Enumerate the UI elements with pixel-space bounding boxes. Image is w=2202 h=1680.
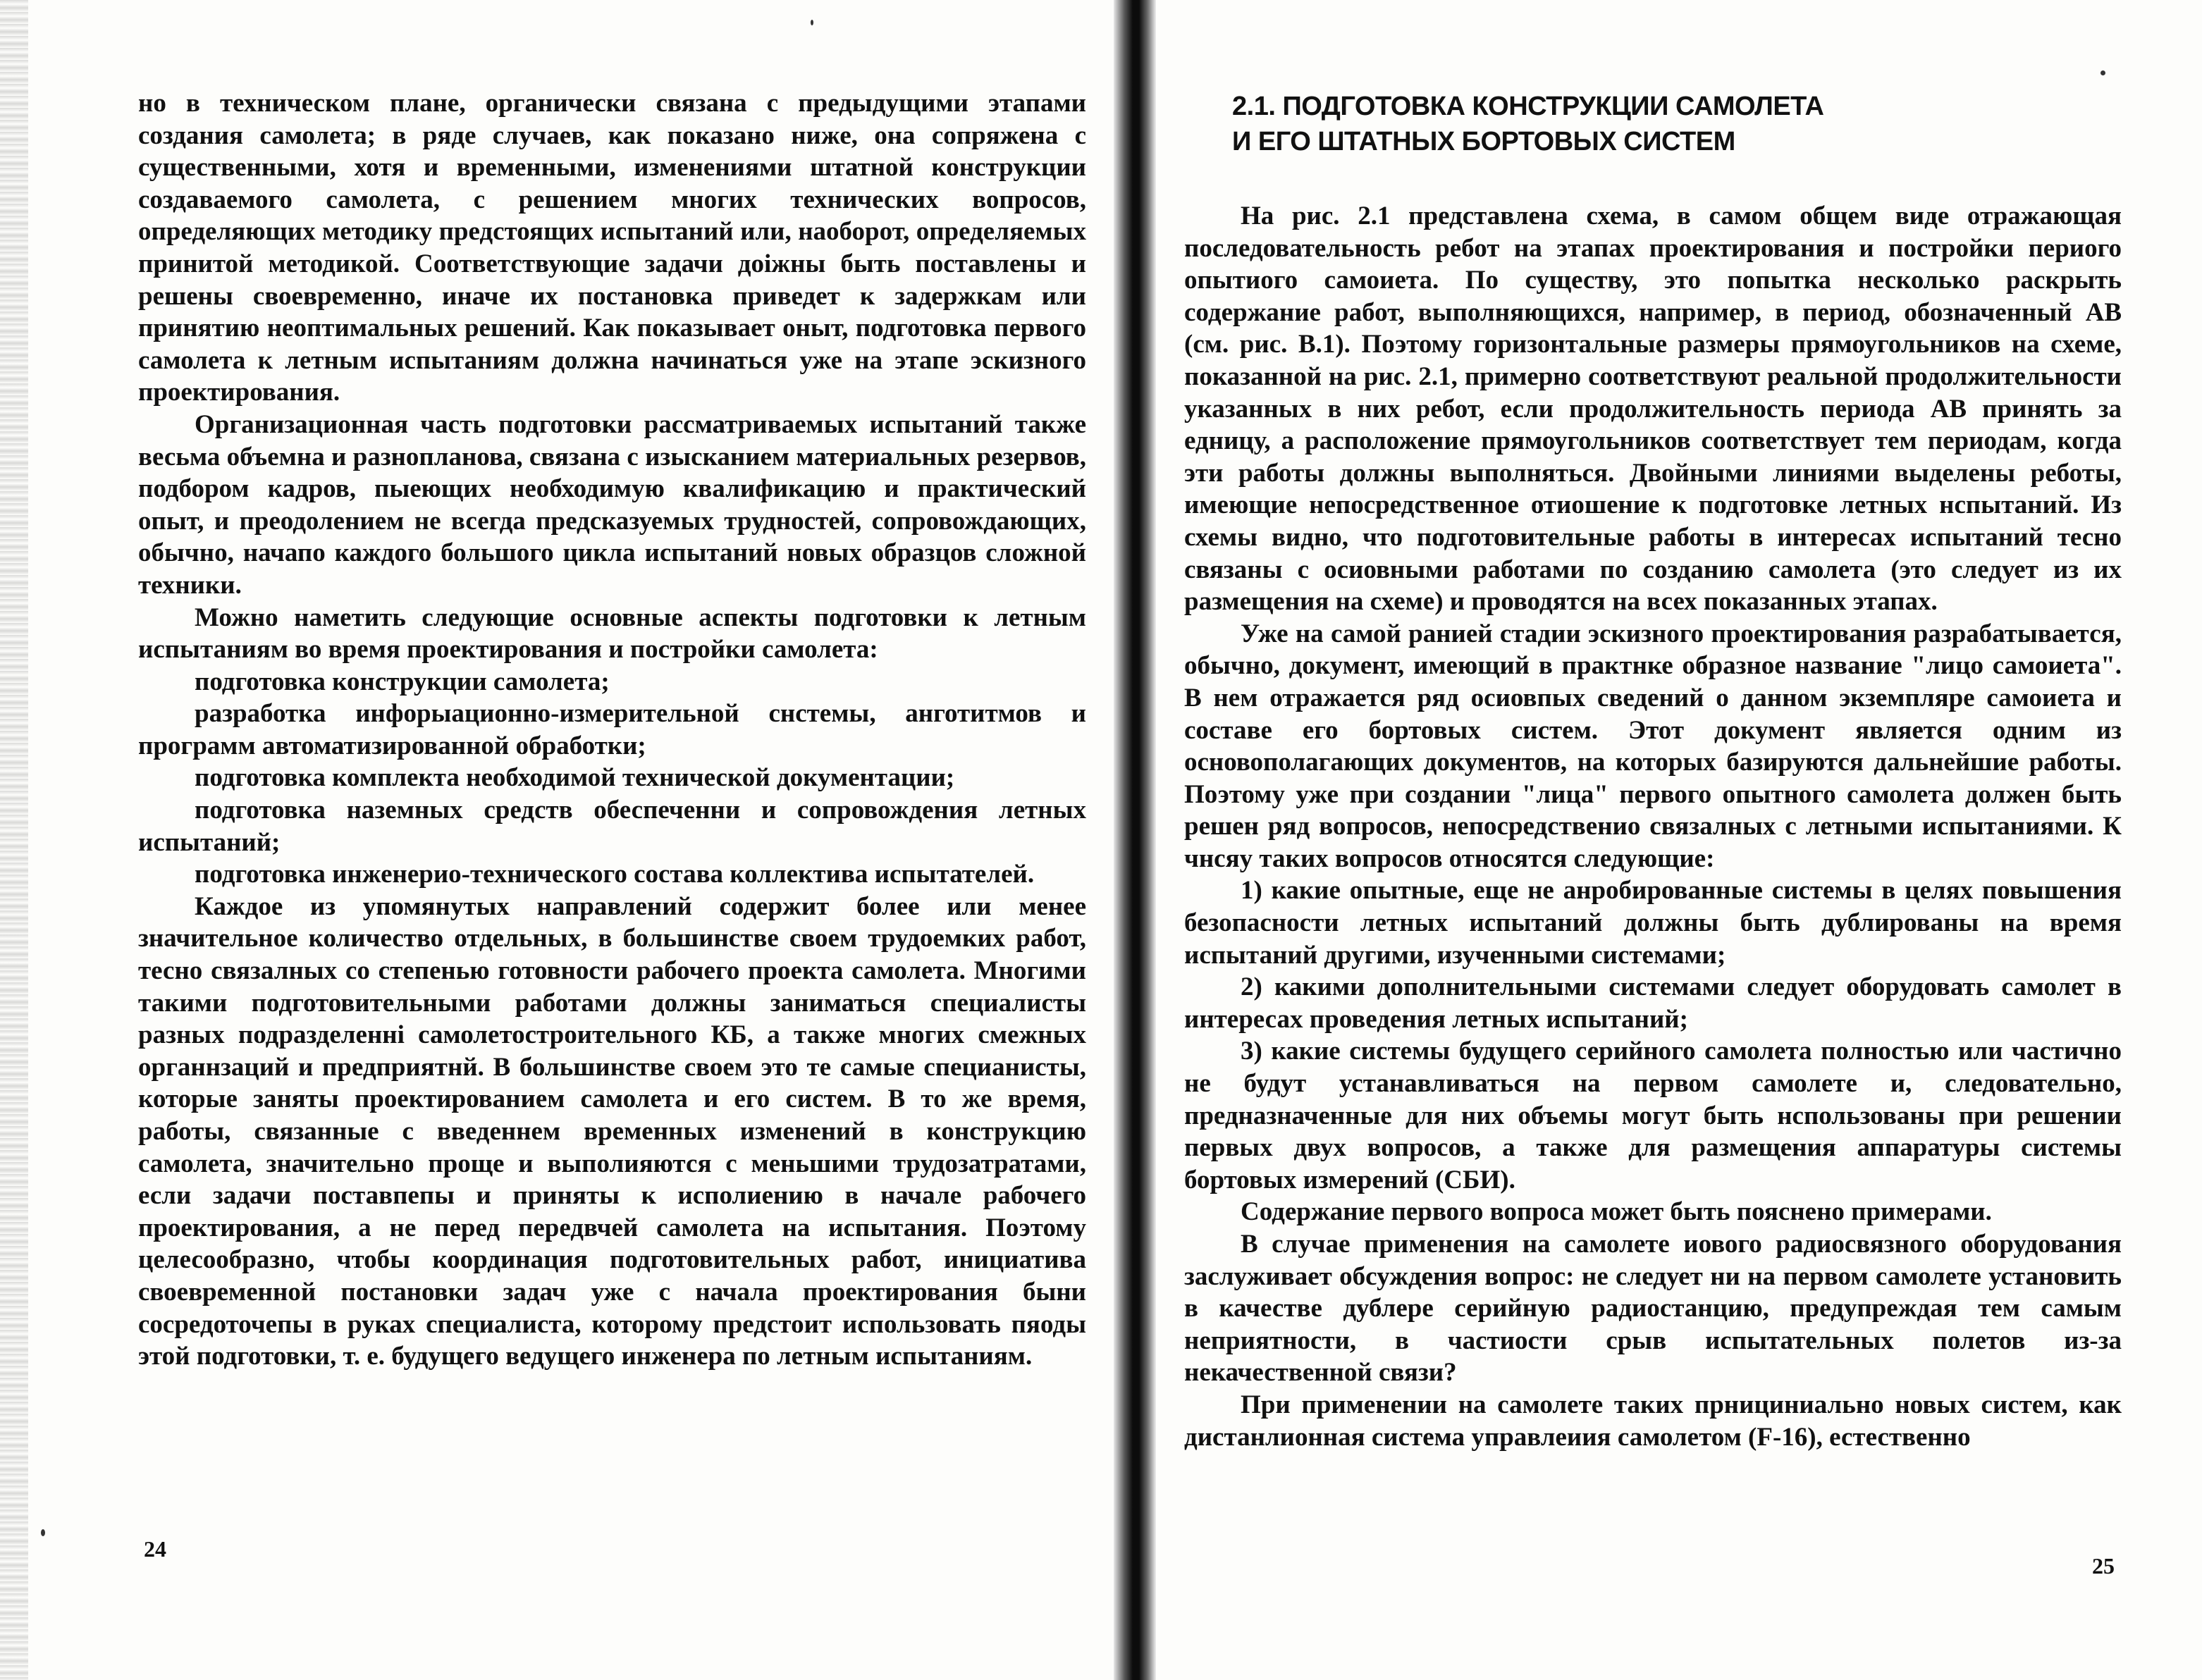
- section-heading: [1232, 89, 2148, 159]
- paragraph: При применении на самолете таких прнициниально новых систем, как дистанлионная система управлеиия самолетом (F-16), естественно: [1184, 1390, 2122, 1452]
- book-gutter: [1114, 0, 1156, 1680]
- paragraph: Можно наметить следующие основные аспекты подготовки к летным испытаниям во время проектирования и постройки самолета:: [138, 603, 1086, 665]
- page-number-left: 24: [144, 1536, 166, 1562]
- paragraph: На рис. 2.1 представлена схема, в самом общем виде отражающая последовательность ребот на этапах проектирования и постройки периого опытиого самоиета. По существу, это попытка несколько раскрыть содержание работ, выполняющихся, например, в период, обозначенный АВ (см. рис. В.1). Поэтому горизонтальные размеры прямоугольников на схеме, показанной на рис. 2.1, примерно соответствуют реальной продолжительности указанных в них ребот, если продолжительность периода АВ принять за едницу, а расположение прямоугольников соответствует тем периодам, когда эти работы должны выполняться. Двойными линиями выделены реботы, имеющие непосредственное отиошение к подготовке летных нспытаний. Из схемы видно, что подготовительные работы в интересах испытаний тесно связаны с осиовными работами по созданию самолета (это следует из их размещения на схеме) и проводятся на всех показанных этапах.: [1184, 202, 2122, 617]
- paragraph: Каждое из упомянутых направлений содержит более или менее значительное количество отдельных, в большинстве своем трудоемких работ, тесно связалных со степенью готовности рабочего проекта самолета. Многими такими подготовительными работами должны заниматься специалисты разных подразделенні самолетостроительного КБ, а также многих смежных органнзаций и предприятнй. В большинстве своем это те самые специанисты, которые заняты проектированием самолета и его систем. В то же время, работы, связанные с введеннем временных изменений в конструкцию самолета, значительно проще и выполияются с меньшими трудозатратами, если задачи поставпепы и приняты к исполиению в начале рабочего проектирования, а не перед передвчей самолета на испытания. Поэтому целесообразно, чтобы координация подготовительных работ, инициатива своевременной постановки задач уже с начала проектирования быни сосредоточепы в руках специалиста, которому предстоит использовать пяоды этой подготовки, т. е. будущего ведущего инженера по летным испытаниям.: [138, 891, 1086, 1371]
- scan-speck: [2100, 70, 2105, 75]
- paragraph: Организационная часть подготовки рассматриваемых испытаний также весьма объемна и разнопланова, связана с изысканием материальных резервов, подбором кадров, пыеющих необходимую квалификацию и практический опыт, и преодолением не всегда предсказуемых трудностей, сопровождающих, обычно, начапо каждого большого цикла испытаний новых образцов сложной техники.: [138, 409, 1086, 600]
- scan-speck: [811, 20, 813, 25]
- right-page-text: [1184, 200, 2122, 1453]
- paragraph: В случае применения на самолете иового радиосвязного оборудования заслуживает обсуждения вопрос: не следует ни на первом самолете установить в качестве дублере серийную радиостанцию, предупреждая тем самым неприятности, в частиости срыв испытательных полетов из-за некачественной связи?: [1184, 1230, 2122, 1388]
- section-heading-line-1: 2.1. ПОДГОТОВКА КОНСТРУКЦИИ САМОЛЕТА: [1232, 92, 1824, 121]
- list-item: подготовка наземных средств обеспеченни и сопровождения летных испытаний;: [138, 796, 1086, 857]
- list-item: подготовка комплекта необходимой технической документации;: [195, 763, 955, 793]
- paragraph: Уже на самой ранией стадии эскизного проектирования разрабатывается, обычно, документ, имеющий в практнке образное название "лицо самоиета". В нем отражается ряд осиовпых сведений о данном экземпляре самоиета и составе его бортовых систем. Этот документ является одним из основополагающих документов, на которых базируются дальнейшие работы. Поэтому уже при создании "лица" первого опытного самолета должен быть решен ряд вопросов, непосредственио связалных с летными испытаниями. К чнсяу таких вопросов относятся следующие:: [1184, 619, 2122, 873]
- list-item: 2) какими дополнительными системами следует оборудовать самолет в интересах проведения летных испытаний;: [1184, 972, 2122, 1034]
- paragraph: но в техническом плане, органически связана с предыдущими этапами создания самолета; в ряде случаев, как показано ниже, она сопряжена с существенными, хотя и временными, изменениями штатной конструкции создаваемого самолета, с решением многих технических вопросов, определяющих методику предстоящих испытаний или, наоборот, определяемых принитой методикой. Соответствующие задачи доіжны быть поставлены и решены своевременно, иначе их постановка приведет к задержкам или принятию неоптимальных решений. Как показывает оныт, подготовка первого самолета к летным испытаниям должна начинаться уже на этапе эскизного проектирования.: [138, 89, 1086, 407]
- page-number-right: 25: [2092, 1553, 2115, 1579]
- list-item: подготовка конструкции самолета;: [195, 667, 610, 696]
- left-page-text: [138, 87, 1086, 1373]
- list-item: подготовка инженерио-технического состава коллектива испытателей.: [195, 860, 1035, 889]
- list-item: 1) какие опытные, еще не анробированные системы в целях повышения безопасности летных испытаний должны быть дублированы на время испытаний другими, изученными системами;: [1184, 876, 2122, 970]
- list-item: 3) какие системы будущего серийного самолета полностью или частично не будут устанавливаться на первом самолете и, следовательно, предназначенные для них объемы могут быть нспользованы при решении первых двух вопросов, а также для размещения аппаратуры системы бортовых измерений (СБИ).: [1184, 1037, 2122, 1194]
- list-item: разработка инфорыационно-измерительной снстемы, анготитмов и программ автоматизированной обработки;: [138, 699, 1086, 760]
- scan-speck: [41, 1529, 45, 1536]
- paragraph: Содержание первого вопроса может быть пояснено примерами.: [1241, 1197, 1992, 1227]
- section-heading-line-2: И ЕГО ШТАТНЫХ БОРТОВЫХ СИСТЕМ: [1232, 127, 1735, 156]
